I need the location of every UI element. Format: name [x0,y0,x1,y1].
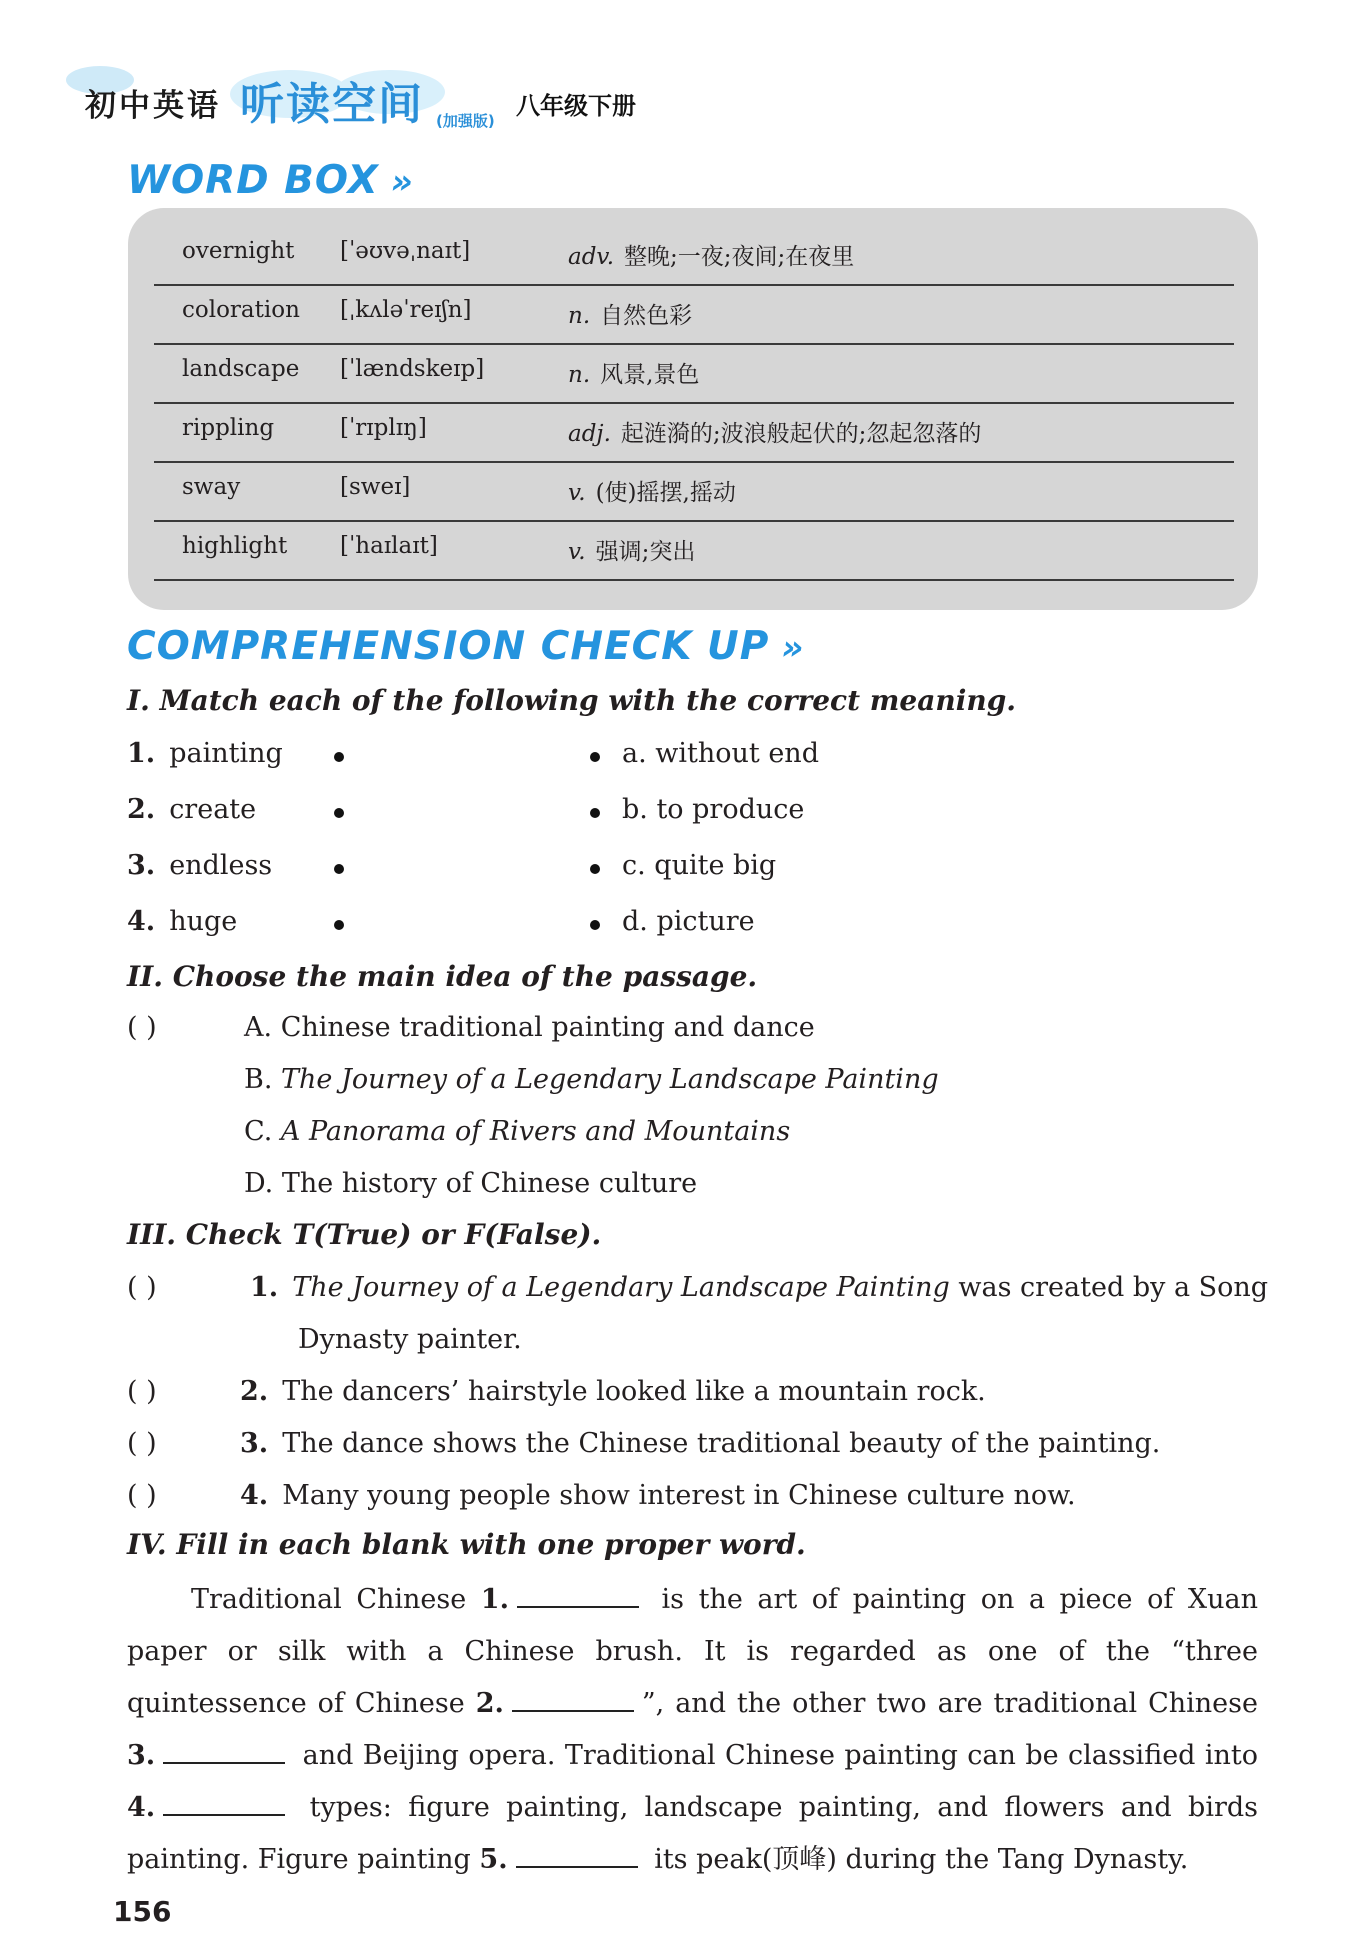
blank-number: 1. [480,1584,509,1615]
blank-1[interactable] [517,1582,639,1608]
item-title: The Journey of a Legendary Landscape Painting [292,1272,950,1303]
edition-label: (加强版) [436,112,495,130]
match-left-item [127,906,237,937]
option-d [244,1168,697,1199]
item-number: 3. [240,1428,269,1459]
item-text: huge [169,906,238,937]
double-chevron-icon: » [781,628,805,668]
item-number: 2. [127,794,156,825]
match-dot-right[interactable] [590,864,600,874]
word: landscape [182,356,300,382]
blank-3[interactable] [163,1738,285,1764]
page-number: 156 [113,1895,172,1928]
phonetic: [sweɪ] [340,474,411,500]
match-dot-right[interactable] [590,752,600,762]
comprehension-title [127,624,804,669]
item-text: The dance shows the Chinese traditional beauty of the painting. [282,1428,1161,1459]
option-label: D. [244,1168,274,1199]
word-row [154,462,1234,522]
brand-title: 听读空间 [240,79,424,130]
word-row [154,521,1234,581]
word-row [154,285,1234,345]
blank-2[interactable] [512,1686,634,1712]
word-row [154,226,1234,286]
option-label: B. [244,1064,273,1095]
blank-number: 2. [475,1688,504,1719]
option-label: A. [244,1012,273,1043]
item-number: 4. [127,906,156,937]
para-text: is the art of painting on a piece of Xuan paper or silk with a Chinese brush. It is regarded as one of the “three quintessence of Chinese [127,1584,1258,1719]
meaning [568,533,695,566]
phonetic: [ˈlændskeɪp] [340,356,485,382]
tf-item-2 [240,1376,986,1407]
tf-paren[interactable]: ( ) [127,1428,157,1459]
meaning [568,356,699,389]
phonetic: [ˈəʊvəˌnaɪt] [340,238,471,264]
option-label: C. [244,1116,273,1147]
part-of-speech: v. [568,539,586,565]
tf-paren[interactable]: ( ) [127,1272,157,1303]
word-box [128,208,1258,610]
meaning-text: (使)摇摆,摇动 [595,480,736,506]
match-right-item: d. picture [622,906,755,937]
match-right-item: a. without end [622,738,819,769]
series-title: 初中英语 [85,88,221,124]
part1-heading: I. Match each of the following with the correct meaning. [127,684,1017,717]
tf-item-1-cont: Dynasty painter. [298,1324,522,1355]
option-text: A Panorama of Rivers and Mountains [280,1116,791,1147]
meaning-text: 自然色彩 [600,303,693,329]
part4-heading: IV. Fill in each blank with one proper word. [127,1528,806,1561]
para-text: its peak(顶峰) during the Tang Dynasty. [654,1844,1189,1875]
grade-label: 八年级下册 [516,92,636,120]
option-text: Chinese traditional painting and dance [280,1012,815,1043]
answer-paren[interactable]: ( ) [127,1012,157,1043]
item-text: create [169,794,257,825]
match-left-item [127,850,272,881]
option-text: The Journey of a Legendary Landscape Painting [281,1064,939,1095]
meaning-text: 整晚;一夜;夜间;在夜里 [624,244,855,270]
option-b [244,1064,939,1095]
meaning-text: 起涟漪的;波浪般起伏的;忽起忽落的 [620,421,982,447]
page-header [60,52,780,132]
meaning [568,415,981,448]
item-text: endless [169,850,273,881]
match-right-item: b. to produce [622,794,805,825]
word: overnight [182,238,295,264]
meaning [568,474,736,507]
word-box-title-text: WORD BOX [127,158,379,203]
blank-number: 5. [479,1844,508,1875]
word: rippling [182,415,275,441]
double-chevron-icon: » [390,162,414,202]
match-left-item [127,794,256,825]
part-of-speech: n. [568,362,591,388]
match-dot-left[interactable] [334,752,344,762]
item-text: Many young people show interest in Chinese culture now. [282,1480,1076,1511]
item-number: 3. [127,850,156,881]
match-right-item: c. quite big [622,850,777,881]
match-dot-right[interactable] [590,808,600,818]
para-text: types: figure painting, landscape painting, and flowers and birds painting. Figure painting [127,1792,1258,1875]
tf-item-4 [240,1480,1076,1511]
phonetic: [ˈrɪplɪŋ] [340,415,427,441]
para-text: ”, and the other two are traditional Chinese [641,1688,1258,1719]
match-dot-left[interactable] [334,864,344,874]
part-of-speech: n. [568,303,591,329]
para-text: and Beijing opera. Traditional Chinese painting can be classified into [302,1740,1259,1771]
para-text: Traditional Chinese [191,1584,467,1615]
match-dot-left[interactable] [334,808,344,818]
meaning [568,297,692,330]
blank-number: 4. [127,1792,156,1823]
option-c [244,1116,790,1147]
blank-4[interactable] [163,1790,285,1816]
part-of-speech: v. [568,480,586,506]
match-dot-left[interactable] [334,920,344,930]
part2-heading: II. Choose the main idea of the passage. [127,960,758,993]
word: coloration [182,297,300,323]
comprehension-title-text: COMPREHENSION CHECK UP [127,624,770,669]
item-text: was created by a Song [958,1272,1269,1303]
tf-item-3 [240,1428,1160,1459]
word: sway [182,474,241,500]
word-box-title [127,158,414,203]
meaning [568,238,854,271]
match-dot-right[interactable] [590,920,600,930]
phonetic: [ˌkʌləˈreɪʃn] [340,297,472,323]
part-of-speech: adv. [568,244,615,270]
option-text: The history of Chinese culture [281,1168,698,1199]
tf-paren[interactable]: ( ) [127,1376,157,1407]
item-text: The dancers’ hairstyle looked like a mountain rock. [282,1376,986,1407]
match-left-item [127,738,283,769]
option-a [244,1012,815,1043]
tf-item-1 [250,1272,1268,1303]
fill-in-paragraph [127,1574,1258,1886]
item-number: 1. [127,738,156,769]
meaning-text: 强调;突出 [595,539,696,565]
word: highlight [182,533,288,559]
word-row [154,403,1234,463]
item-text: painting [169,738,283,769]
phonetic: [ˈhaɪlaɪt] [340,533,438,559]
blank-5[interactable] [516,1842,638,1868]
blank-number: 3. [127,1740,156,1771]
item-number: 2. [240,1376,269,1407]
part-of-speech: adj. [568,421,611,447]
part3-heading: III. Check T(True) or F(False). [127,1218,602,1251]
tf-paren[interactable]: ( ) [127,1480,157,1511]
word-row [154,344,1234,404]
item-number: 1. [250,1272,279,1303]
meaning-text: 风景,景色 [600,362,700,388]
item-number: 4. [240,1480,269,1511]
